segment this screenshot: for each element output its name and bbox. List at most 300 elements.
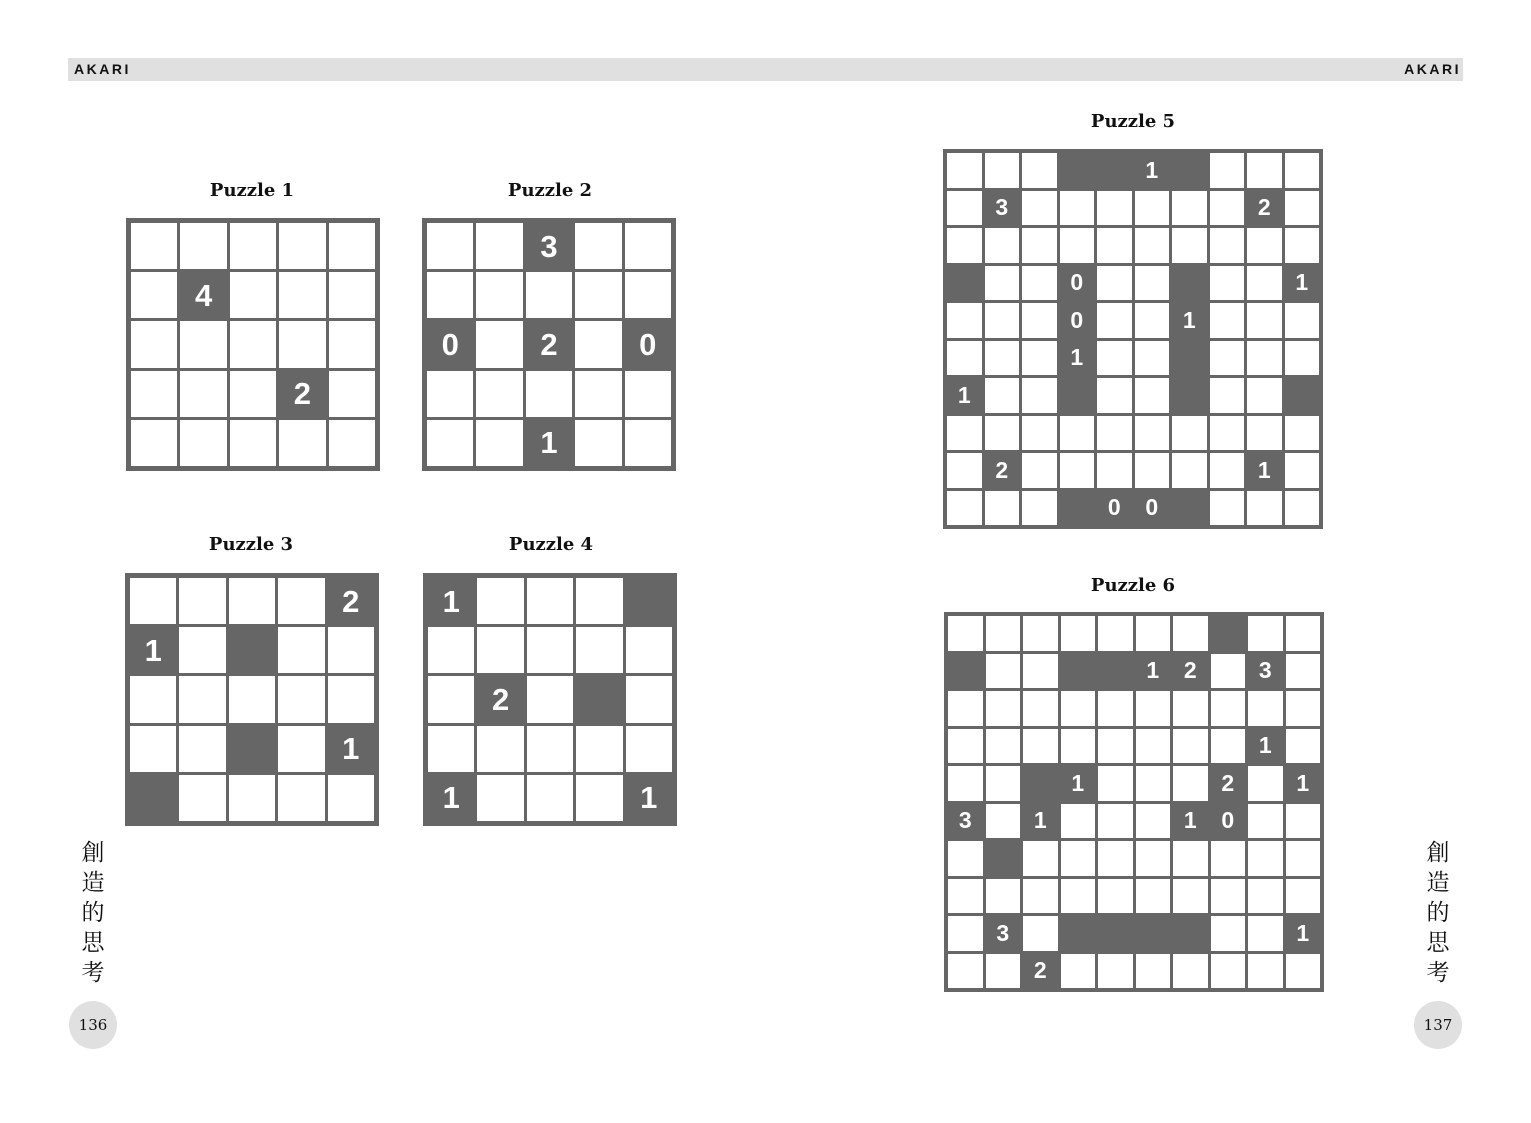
empty-cell (575, 371, 621, 417)
header-title-right: AKARI (1404, 61, 1461, 77)
empty-cell (477, 775, 523, 821)
empty-cell (1061, 804, 1096, 839)
empty-cell (985, 378, 1020, 413)
empty-cell (576, 578, 622, 624)
empty-cell (427, 371, 473, 417)
empty-cell (1023, 729, 1058, 764)
puzzle-title: Puzzle 2 (507, 180, 593, 201)
empty-cell (626, 726, 672, 772)
empty-cell (985, 228, 1020, 263)
empty-cell (576, 775, 622, 821)
empty-cell (948, 841, 983, 876)
header-bar (68, 58, 1463, 81)
empty-cell (527, 726, 573, 772)
empty-cell (1097, 416, 1132, 451)
empty-cell (1061, 879, 1096, 914)
clue-cell: 2 (1247, 191, 1282, 226)
empty-cell (576, 627, 622, 673)
empty-cell (1023, 916, 1058, 951)
clue-cell: 1 (1286, 766, 1321, 801)
empty-cell (1210, 191, 1245, 226)
black-cell (948, 654, 983, 689)
side-char: 造 (81, 870, 105, 896)
empty-cell (476, 272, 522, 318)
empty-cell (131, 272, 177, 318)
empty-cell (1097, 303, 1132, 338)
empty-cell (1172, 453, 1207, 488)
side-char: 造 (1426, 870, 1450, 896)
empty-cell (986, 766, 1021, 801)
empty-cell (1286, 954, 1321, 989)
empty-cell (1211, 954, 1246, 989)
empty-cell (575, 272, 621, 318)
empty-cell (278, 726, 324, 772)
empty-cell (1098, 804, 1133, 839)
empty-cell (1135, 266, 1170, 301)
clue-cell: 3 (948, 804, 983, 839)
empty-cell (1210, 453, 1245, 488)
empty-cell (1247, 416, 1282, 451)
empty-cell (1022, 266, 1057, 301)
empty-cell (986, 654, 1021, 689)
empty-cell (476, 321, 522, 367)
empty-cell (1060, 191, 1095, 226)
empty-cell (230, 321, 276, 367)
empty-cell (1248, 766, 1283, 801)
empty-cell (1247, 266, 1282, 301)
puzzle-grid (126, 218, 380, 471)
black-cell (576, 676, 622, 722)
black-cell (1172, 266, 1207, 301)
empty-cell (527, 578, 573, 624)
empty-cell (428, 627, 474, 673)
empty-cell (279, 223, 325, 269)
empty-cell (1098, 841, 1133, 876)
header-title-left: AKARI (74, 61, 131, 77)
empty-cell (278, 627, 324, 673)
empty-cell (947, 153, 982, 188)
black-cell (1060, 153, 1095, 188)
empty-cell (576, 726, 622, 772)
empty-cell (1247, 228, 1282, 263)
empty-cell (1097, 266, 1132, 301)
black-cell (1211, 616, 1246, 651)
clue-cell: 0 (625, 321, 671, 367)
empty-cell (477, 627, 523, 673)
empty-cell (476, 223, 522, 269)
black-cell (1061, 654, 1096, 689)
empty-cell (625, 272, 671, 318)
empty-cell (1285, 303, 1320, 338)
empty-cell (230, 420, 276, 466)
empty-cell (986, 879, 1021, 914)
empty-cell (1023, 616, 1058, 651)
empty-cell (1098, 879, 1133, 914)
empty-cell (985, 266, 1020, 301)
clue-cell: 2 (1211, 766, 1246, 801)
black-cell (1285, 378, 1320, 413)
clue-cell: 3 (1248, 654, 1283, 689)
clue-cell: 2 (328, 578, 374, 624)
clue-cell: 1 (947, 378, 982, 413)
black-cell (1061, 916, 1096, 951)
side-char: 思 (1426, 930, 1450, 956)
empty-cell (230, 272, 276, 318)
empty-cell (1173, 766, 1208, 801)
empty-cell (1286, 879, 1321, 914)
empty-cell (1173, 954, 1208, 989)
empty-cell (985, 153, 1020, 188)
empty-cell (179, 676, 225, 722)
empty-cell (626, 676, 672, 722)
empty-cell (1172, 228, 1207, 263)
empty-cell (131, 223, 177, 269)
empty-cell (230, 223, 276, 269)
empty-cell (1022, 416, 1057, 451)
empty-cell (1135, 341, 1170, 376)
empty-cell (1211, 654, 1246, 689)
empty-cell (1173, 841, 1208, 876)
empty-cell (948, 916, 983, 951)
clue-cell: 1 (1136, 654, 1171, 689)
clue-cell: 3 (526, 223, 572, 269)
page-number-right: 137 (1414, 1001, 1462, 1049)
empty-cell (179, 578, 225, 624)
empty-cell (986, 954, 1021, 989)
empty-cell (1247, 341, 1282, 376)
black-cell (626, 578, 672, 624)
black-cell (1172, 378, 1207, 413)
empty-cell (180, 420, 226, 466)
puzzle-title: Puzzle 3 (208, 534, 294, 555)
clue-cell: 1 (1060, 341, 1095, 376)
empty-cell (625, 223, 671, 269)
empty-cell (1061, 841, 1096, 876)
empty-cell (1285, 416, 1320, 451)
empty-cell (1023, 879, 1058, 914)
puzzle-grid (422, 218, 676, 471)
empty-cell (1022, 341, 1057, 376)
empty-cell (130, 726, 176, 772)
empty-cell (1285, 341, 1320, 376)
empty-cell (948, 766, 983, 801)
empty-cell (229, 775, 275, 821)
side-text-left (78, 838, 108, 988)
empty-cell (1173, 691, 1208, 726)
empty-cell (1061, 954, 1096, 989)
empty-cell (130, 578, 176, 624)
empty-cell (1211, 729, 1246, 764)
empty-cell (1136, 879, 1171, 914)
empty-cell (1097, 228, 1132, 263)
black-cell (1172, 341, 1207, 376)
side-char: 創 (1426, 840, 1450, 866)
clue-cell: 1 (328, 726, 374, 772)
empty-cell (329, 371, 375, 417)
empty-cell (1098, 616, 1133, 651)
empty-cell (328, 627, 374, 673)
clue-cell: 1 (1135, 153, 1170, 188)
empty-cell (1247, 303, 1282, 338)
empty-cell (985, 303, 1020, 338)
empty-cell (1061, 729, 1096, 764)
empty-cell (180, 321, 226, 367)
empty-cell (1210, 153, 1245, 188)
side-char: 的 (81, 900, 105, 926)
empty-cell (131, 371, 177, 417)
empty-cell (1022, 491, 1057, 526)
empty-cell (526, 371, 572, 417)
black-cell (947, 266, 982, 301)
empty-cell (947, 453, 982, 488)
empty-cell (575, 321, 621, 367)
clue-cell: 0 (1097, 491, 1132, 526)
empty-cell (948, 616, 983, 651)
empty-cell (1060, 228, 1095, 263)
empty-cell (947, 416, 982, 451)
empty-cell (1136, 954, 1171, 989)
empty-cell (575, 420, 621, 466)
empty-cell (329, 223, 375, 269)
empty-cell (1098, 691, 1133, 726)
empty-cell (948, 691, 983, 726)
empty-cell (1247, 491, 1282, 526)
empty-cell (229, 578, 275, 624)
empty-cell (1023, 841, 1058, 876)
empty-cell (279, 420, 325, 466)
empty-cell (948, 879, 983, 914)
empty-cell (1097, 341, 1132, 376)
empty-cell (1286, 616, 1321, 651)
empty-cell (1135, 228, 1170, 263)
empty-cell (1285, 191, 1320, 226)
clue-cell: 2 (1023, 954, 1058, 989)
empty-cell (948, 954, 983, 989)
empty-cell (1248, 916, 1283, 951)
empty-cell (986, 691, 1021, 726)
side-char: 思 (81, 930, 105, 956)
empty-cell (1210, 378, 1245, 413)
empty-cell (527, 676, 573, 722)
empty-cell (1248, 804, 1283, 839)
clue-cell: 2 (526, 321, 572, 367)
empty-cell (428, 676, 474, 722)
empty-cell (329, 321, 375, 367)
empty-cell (985, 416, 1020, 451)
black-cell (130, 775, 176, 821)
empty-cell (1136, 766, 1171, 801)
empty-cell (1173, 879, 1208, 914)
empty-cell (1247, 378, 1282, 413)
empty-cell (230, 371, 276, 417)
empty-cell (1210, 491, 1245, 526)
empty-cell (947, 341, 982, 376)
black-cell (229, 627, 275, 673)
empty-cell (428, 726, 474, 772)
empty-cell (278, 775, 324, 821)
empty-cell (986, 616, 1021, 651)
empty-cell (1022, 228, 1057, 263)
clue-cell: 1 (1285, 266, 1320, 301)
black-cell (1098, 654, 1133, 689)
empty-cell (625, 420, 671, 466)
clue-cell: 1 (1172, 303, 1207, 338)
empty-cell (476, 371, 522, 417)
empty-cell (1172, 416, 1207, 451)
empty-cell (1248, 616, 1283, 651)
empty-cell (179, 726, 225, 772)
empty-cell (1248, 879, 1283, 914)
black-cell (1060, 491, 1095, 526)
empty-cell (130, 676, 176, 722)
empty-cell (625, 371, 671, 417)
empty-cell (626, 627, 672, 673)
empty-cell (986, 804, 1021, 839)
empty-cell (947, 491, 982, 526)
empty-cell (1135, 303, 1170, 338)
empty-cell (575, 223, 621, 269)
empty-cell (1210, 341, 1245, 376)
empty-cell (427, 420, 473, 466)
empty-cell (476, 420, 522, 466)
empty-cell (1061, 616, 1096, 651)
puzzle-title: Puzzle 1 (209, 180, 295, 201)
empty-cell (179, 775, 225, 821)
empty-cell (948, 729, 983, 764)
empty-cell (1286, 654, 1321, 689)
empty-cell (1211, 916, 1246, 951)
puzzle-grid (944, 612, 1324, 992)
black-cell (1172, 491, 1207, 526)
puzzle-grid (125, 573, 379, 826)
empty-cell (328, 775, 374, 821)
empty-cell (329, 420, 375, 466)
empty-cell (1098, 729, 1133, 764)
empty-cell (477, 578, 523, 624)
empty-cell (1098, 766, 1133, 801)
empty-cell (1211, 841, 1246, 876)
puzzle-title: Puzzle 5 (1090, 111, 1176, 132)
page-number-left: 136 (69, 1001, 117, 1049)
clue-cell: 0 (1135, 491, 1170, 526)
empty-cell (1022, 453, 1057, 488)
empty-cell (1210, 416, 1245, 451)
empty-cell (1097, 453, 1132, 488)
empty-cell (180, 371, 226, 417)
clue-cell: 1 (428, 775, 474, 821)
clue-cell: 2 (985, 453, 1020, 488)
empty-cell (1022, 303, 1057, 338)
empty-cell (527, 775, 573, 821)
side-char: 創 (81, 840, 105, 866)
empty-cell (131, 420, 177, 466)
black-cell (1172, 153, 1207, 188)
empty-cell (279, 272, 325, 318)
empty-cell (229, 676, 275, 722)
empty-cell (1061, 691, 1096, 726)
empty-cell (1248, 691, 1283, 726)
empty-cell (131, 321, 177, 367)
black-cell (986, 841, 1021, 876)
empty-cell (985, 341, 1020, 376)
empty-cell (278, 676, 324, 722)
empty-cell (1023, 654, 1058, 689)
empty-cell (1285, 453, 1320, 488)
side-text-right (1423, 838, 1453, 988)
empty-cell (278, 578, 324, 624)
empty-cell (1285, 491, 1320, 526)
empty-cell (1135, 416, 1170, 451)
empty-cell (1210, 266, 1245, 301)
empty-cell (1136, 616, 1171, 651)
empty-cell (1172, 191, 1207, 226)
empty-cell (947, 228, 982, 263)
empty-cell (1097, 378, 1132, 413)
clue-cell: 1 (130, 627, 176, 673)
empty-cell (1060, 416, 1095, 451)
clue-cell: 0 (1060, 266, 1095, 301)
empty-cell (328, 676, 374, 722)
empty-cell (1286, 804, 1321, 839)
empty-cell (179, 627, 225, 673)
black-cell (1173, 916, 1208, 951)
black-cell (1060, 378, 1095, 413)
clue-cell: 3 (985, 191, 1020, 226)
black-cell (1136, 916, 1171, 951)
empty-cell (1135, 453, 1170, 488)
empty-cell (1211, 879, 1246, 914)
clue-cell: 0 (427, 321, 473, 367)
empty-cell (427, 272, 473, 318)
clue-cell: 4 (180, 272, 226, 318)
empty-cell (1286, 691, 1321, 726)
clue-cell: 3 (986, 916, 1021, 951)
empty-cell (526, 272, 572, 318)
puzzle-title: Puzzle 4 (508, 534, 594, 555)
empty-cell (1097, 191, 1132, 226)
side-char: 考 (81, 960, 105, 986)
clue-cell: 1 (1248, 729, 1283, 764)
clue-cell: 2 (477, 676, 523, 722)
empty-cell (1248, 954, 1283, 989)
empty-cell (427, 223, 473, 269)
empty-cell (947, 303, 982, 338)
clue-cell: 1 (626, 775, 672, 821)
empty-cell (1136, 729, 1171, 764)
empty-cell (1173, 729, 1208, 764)
empty-cell (1173, 616, 1208, 651)
black-cell (1097, 153, 1132, 188)
empty-cell (1247, 153, 1282, 188)
empty-cell (1210, 228, 1245, 263)
empty-cell (1098, 954, 1133, 989)
empty-cell (1210, 303, 1245, 338)
clue-cell: 1 (1286, 916, 1321, 951)
empty-cell (279, 321, 325, 367)
empty-cell (1211, 691, 1246, 726)
clue-cell: 1 (428, 578, 474, 624)
clue-cell: 1 (1061, 766, 1096, 801)
empty-cell (1136, 841, 1171, 876)
clue-cell: 2 (279, 371, 325, 417)
clue-cell: 1 (1023, 804, 1058, 839)
empty-cell (1285, 153, 1320, 188)
empty-cell (1286, 729, 1321, 764)
clue-cell: 1 (526, 420, 572, 466)
empty-cell (1022, 378, 1057, 413)
puzzle-title: Puzzle 6 (1090, 575, 1176, 596)
empty-cell (985, 491, 1020, 526)
